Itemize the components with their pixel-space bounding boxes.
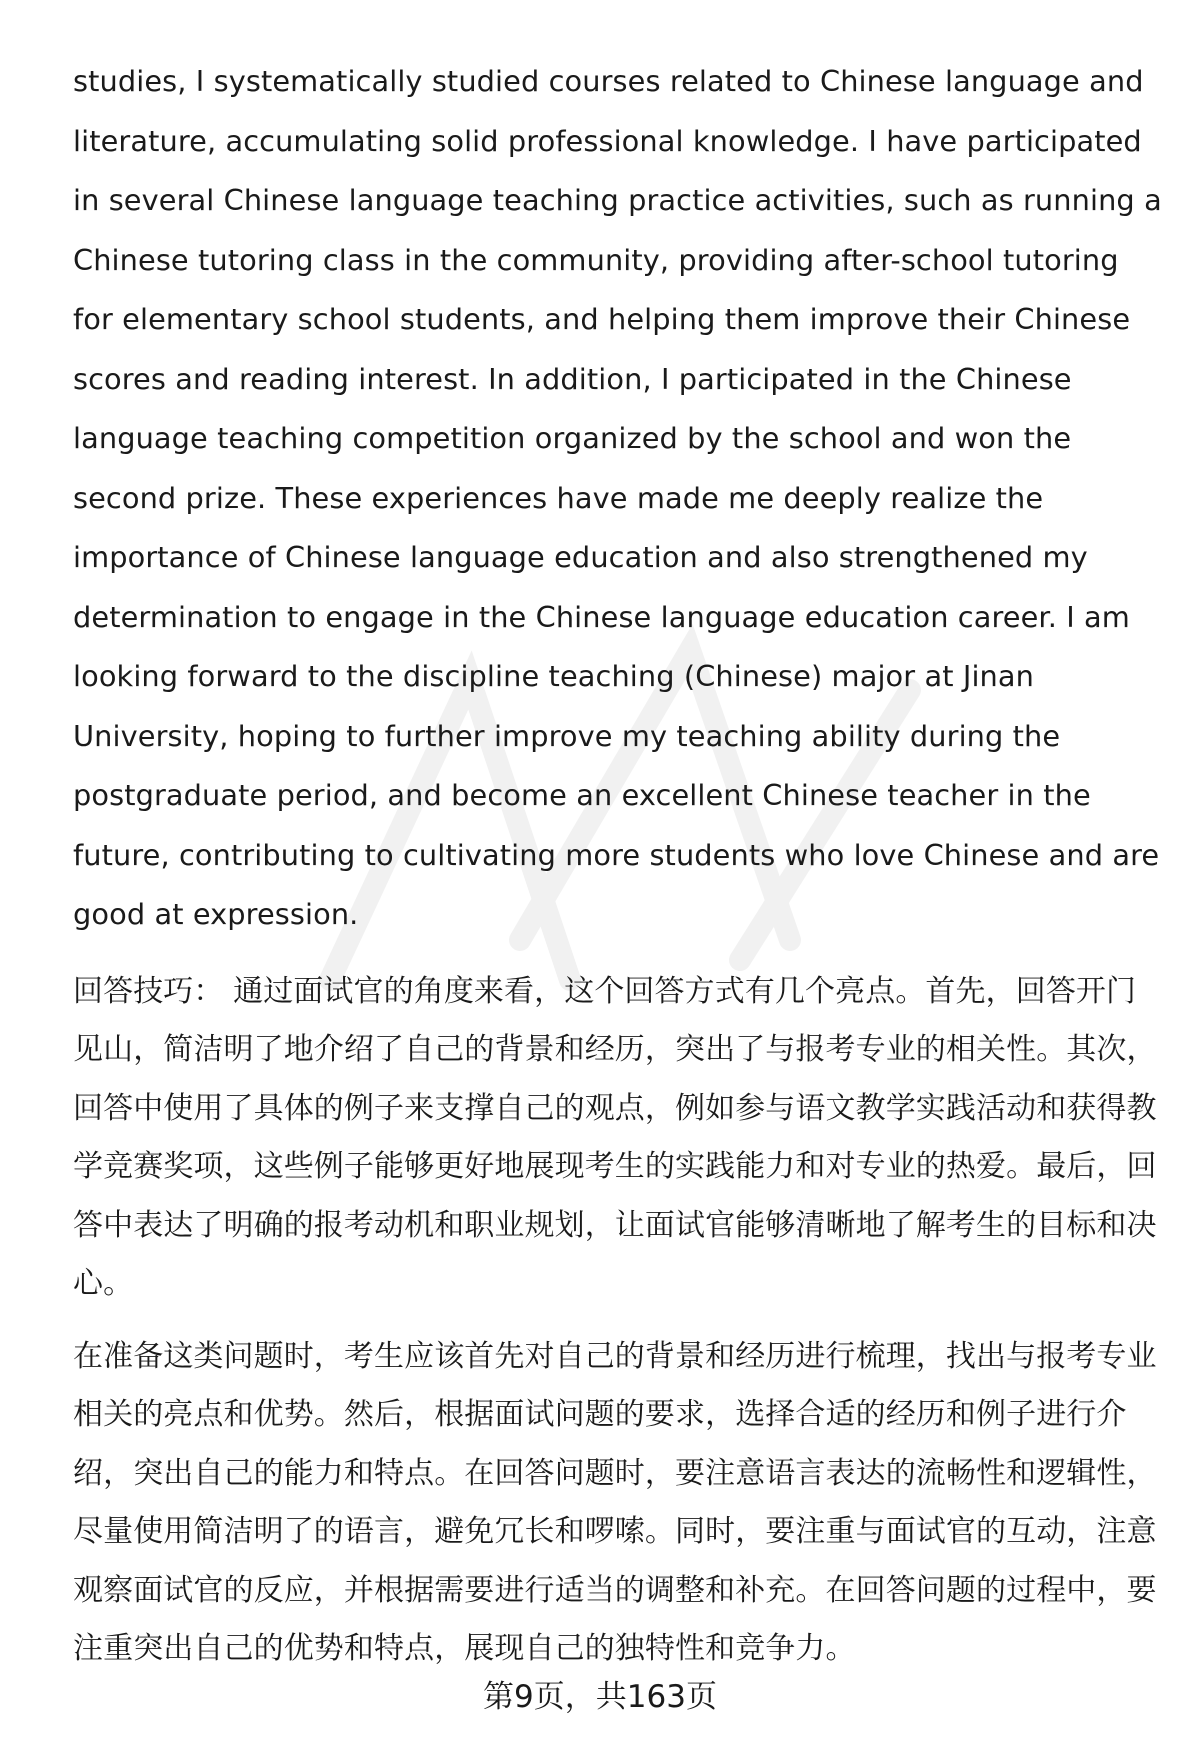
answer-paragraph: studies, I systematically studied courses related to Chinese language and literature, accumulating solid professional knowledge. I have participated in several Chinese language teaching practice activities, such as running a Chinese tutoring class in the community, providing after-school tutoring for elementary school students, and helping them improve their Chinese scores and reading interest. In addition, I participated in the Chinese language teaching competition organized by the school and won the second prize. These experiences have made me deeply realize the importance of Chinese language education and also strengthened my determination to engage in the Chinese language education career. I am looking forward to the discipline teaching (Chinese) major at Jinan University, hoping to further improve my teaching ability during the postgraduate period, and become an excellent Chinese teacher in the future, contributing to cultivating more students who love Chinese and are good at expression. (73, 64, 1162, 931)
document-page (73, 52, 1163, 1679)
page-number-footer: 第9页，共163页 (483, 1679, 717, 1715)
answer-tips-paragraph: 回答技巧： 通过面试官的角度来看，这个回答方式有几个亮点。首先，回答开门见山，简洁明了地介绍了自己的背景和经历，突出了与报考专业的相关性。其次，回答中使用了具体的例子来支撑自己的观点，例如参与语文教学实践活动和获得教学竞赛奖项，这些例子能够更好地展现考生的实践能力和对专业的热爱。最后，回答中表达了明确的报考动机和职业规划，让面试官能够清晰地了解考生的目标和决心。 (73, 973, 1157, 1301)
preparation-advice-paragraph: 在准备这类问题时，考生应该首先对自己的背景和经历进行梳理，找出与报考专业相关的亮点和优势。然后，根据面试问题的要求，选择合适的经历和例子进行介绍，突出自己的能力和特点。在回答问题时，要注意语言表达的流畅性和逻辑性，尽量使用简洁明了的语言，避免冗长和啰嗦。同时，要注重与面试官的互动，注意观察面试官的反应，并根据需要进行适当的调整和补充。在回答问题的过程中，要注重突出自己的优势和特点，展现自己的独特性和竞争力。 (73, 1338, 1157, 1666)
